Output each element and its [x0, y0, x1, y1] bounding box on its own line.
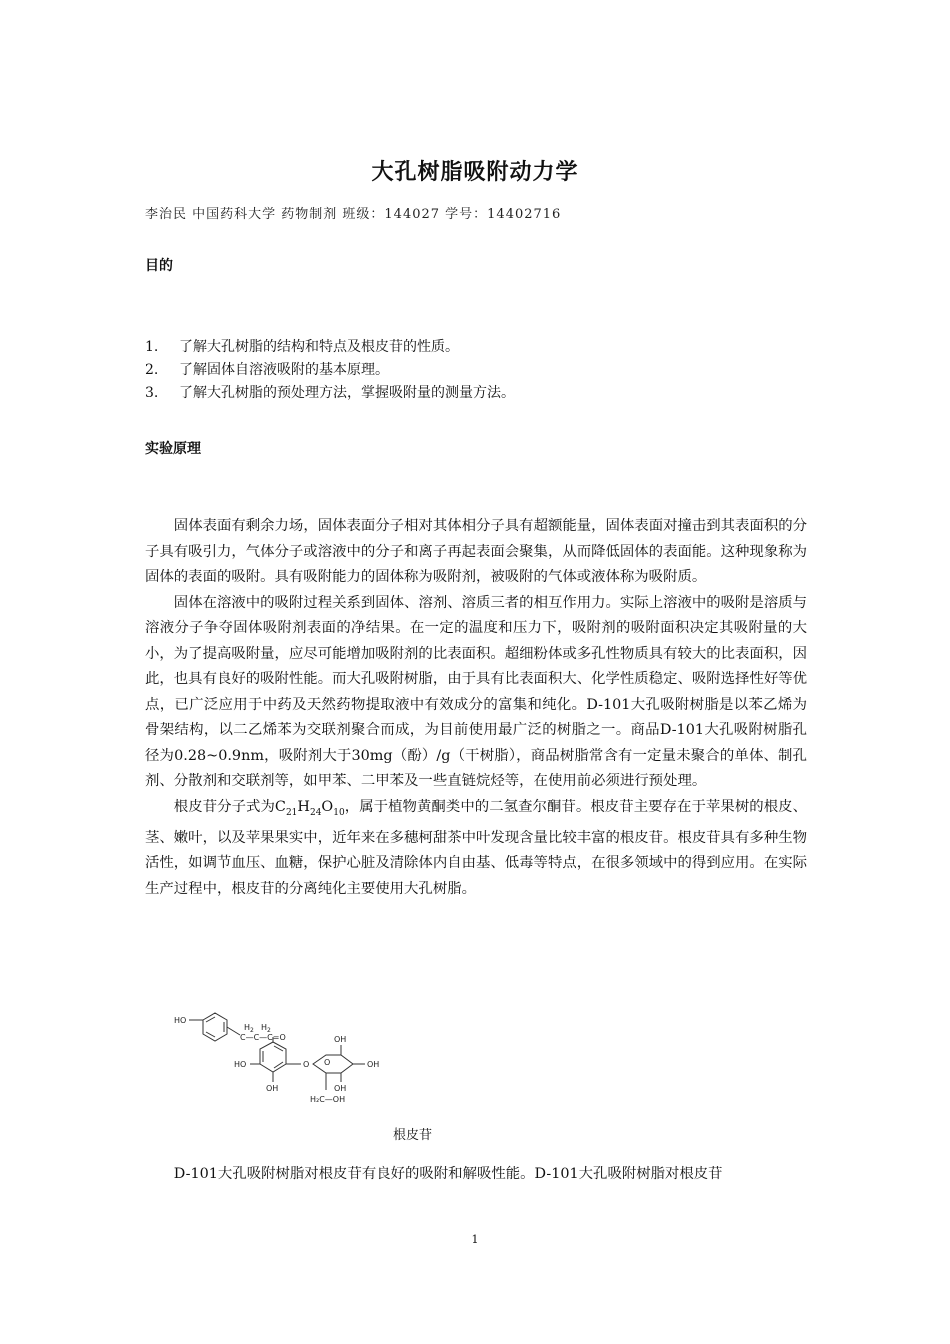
structure-label: $H_2$: [244, 1023, 254, 1034]
list-item: [145, 382, 515, 405]
list-text: 了解固体自溶液吸附的基本原理。: [179, 362, 389, 378]
paragraph-2: 固体在溶液中的吸附过程关系到固体、溶剂、溶质三者的相互作用力。实际上溶液中的吸附是溶质与溶液分子争夺固体吸附剂表面的净结果。在一定的温度和压力下，吸附剂的吸附面积决定其吸附量的大小，为了提高吸附量，应尽可能增加吸附剂的比表面积。超细粉体或多孔性物质具有较大的比表面积，因此，也具有良好的吸附性能。而大孔吸附树脂，由于具有比表面积大、化学性质稳定、吸附选择性好等优点，已广泛应用于中药及天然药物提取液中有效成分的富集和纯化。D-101大孔吸附树脂是以苯乙烯为骨架结构，以二乙烯苯为交联剂聚合而成，为目前使用最广泛的树脂之一。商品D-101大孔吸附树脂孔径为0.28~0.9nm，吸附剂大于30mg（酚）/g（干树脂），商品树脂常含有一定量未聚合的单体、制孔剂、分散剂和交联剂等，如甲苯、二甲苯及一些直链烷烃等，在使用前必须进行预处理。: [145, 594, 807, 789]
formula-suffix: ，属于植物黄酮类中的二氢查尔酮苷。根皮苷主要存在于苹果树的根皮、茎、嫩叶，以及苹果果实中，近年来在多穗柯甜茶中叶发现含量比较丰富的根皮苷。根皮苷具有多种生物活性，如调节血压、血糖，保护心脏及清除体内自由基、低毒等特点，在很多领域中的得到应用。在实际生产过程中，根皮苷的分离纯化主要使用大孔树脂。: [145, 798, 807, 897]
author-line: 李治民 中国药科大学 药物制剂 班级：144027 学号：14402716: [145, 207, 562, 222]
list-item: [145, 359, 515, 382]
subscript: 24: [309, 807, 322, 818]
structure-label: O: [324, 1058, 331, 1067]
structure-label: HO: [174, 1016, 187, 1025]
list-item: [145, 336, 515, 359]
phlorizin-structure: [168, 1010, 408, 1120]
structure-label: OH: [367, 1060, 380, 1069]
structure-label: OH: [266, 1084, 279, 1093]
structure-label: OH: [334, 1035, 347, 1044]
structure-label: H₂C—OH: [310, 1095, 346, 1104]
page-title: 大孔树脂吸附动力学: [371, 160, 579, 185]
principle-body: [145, 514, 807, 902]
purpose-heading: 目的: [145, 258, 173, 274]
list-text: 了解大孔树脂的预处理方法，掌握吸附量的测量方法。: [179, 385, 515, 401]
formula-prefix: 根皮苷分子式为C: [173, 798, 286, 815]
structure-label: HO: [234, 1060, 247, 1069]
phenol-ring: [189, 1013, 365, 1090]
formula-part: O: [321, 798, 334, 815]
structure-label: C—C—C=O: [240, 1033, 286, 1042]
purpose-list: [145, 336, 515, 405]
list-text: 了解大孔树脂的结构和特点及根皮苷的性质。: [179, 339, 459, 355]
structure-label: OH: [334, 1084, 347, 1093]
paragraph-3: [145, 795, 807, 903]
list-number: 2.: [145, 362, 159, 378]
paragraph-4: D-101大孔吸附树脂对根皮苷有良好的吸附和解吸性能。D-101大孔吸附树脂对根皮苷: [173, 1166, 723, 1182]
principle-heading: 实验原理: [145, 441, 201, 457]
page-number: 1: [471, 1233, 479, 1246]
list-number: 1.: [145, 339, 159, 355]
subscript: 10: [333, 807, 345, 818]
figure-caption: 根皮苷: [393, 1128, 433, 1143]
list-number: 3.: [145, 385, 159, 401]
structure-label: O: [303, 1060, 310, 1069]
structure-label: $H_2$: [261, 1023, 271, 1034]
subscript: 21: [285, 807, 298, 818]
formula-part: H: [297, 798, 310, 815]
paragraph-1: 固体表面有剩余力场，固体表面分子相对其体相分子具有超额能量，固体表面对撞击到其表面积的分子具有吸引力，气体分子或溶液中的分子和离子再起表面会聚集，从而降低固体的表面能。这种现象称为固体的表面的吸附。具有吸附能力的固体称为吸附剂，被吸附的气体或液体称为吸附质。: [145, 518, 807, 585]
